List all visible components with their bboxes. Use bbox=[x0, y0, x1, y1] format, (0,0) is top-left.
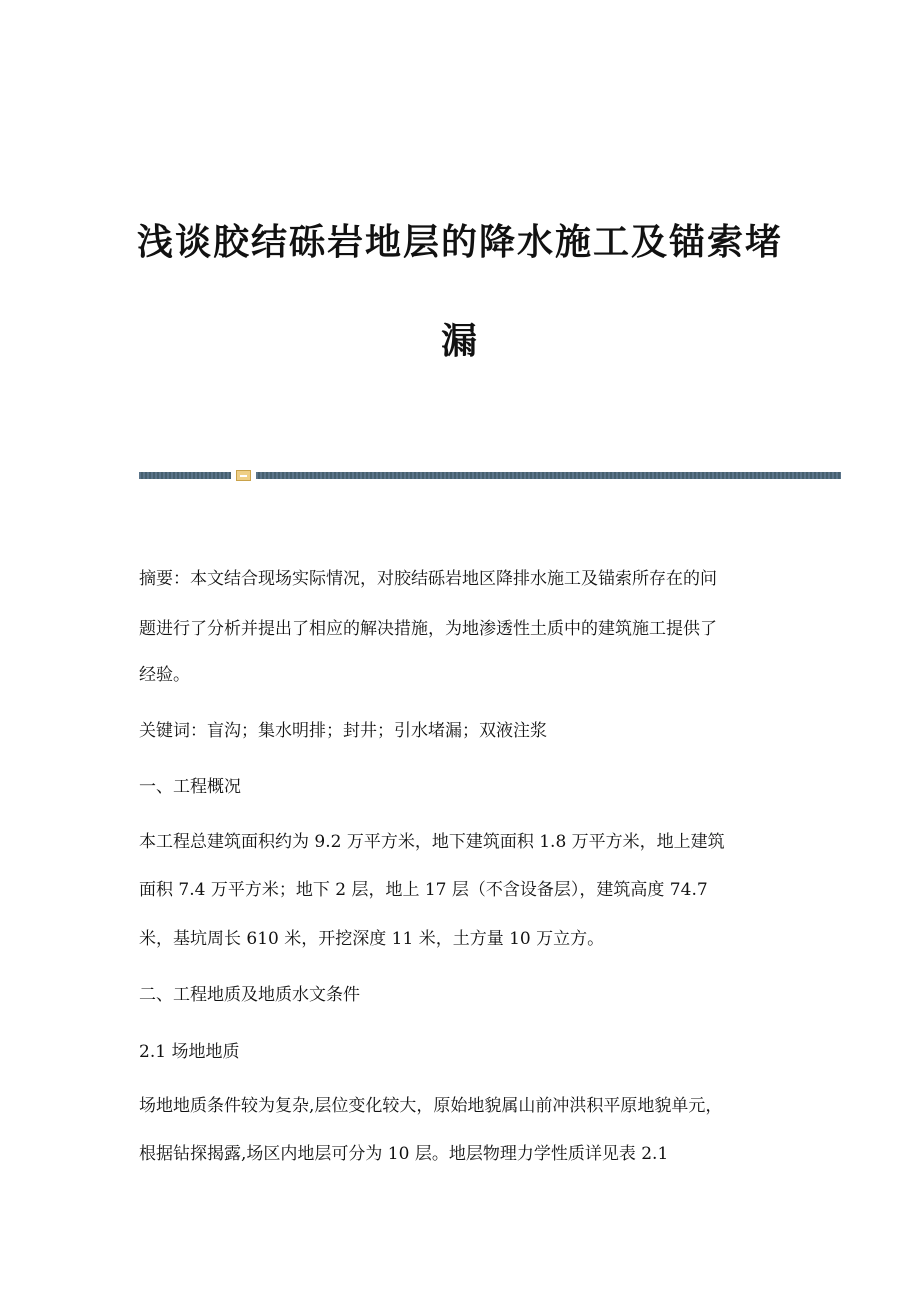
keywords: 关键词：盲沟；集水明排；封井；引水堵漏；双液注浆 bbox=[139, 721, 547, 741]
section-2-line-2: 根据钻探揭露,场区内地层可分为 10 层。地层物理力学性质详见表 2.1 bbox=[139, 1144, 669, 1164]
abstract-line-3: 经验。 bbox=[139, 665, 190, 685]
section-1-heading: 一、工程概况 bbox=[139, 777, 241, 797]
envelope-icon bbox=[236, 470, 251, 481]
document-title-line-2: 漏 bbox=[440, 321, 479, 362]
divider-left-bar bbox=[139, 472, 231, 479]
abstract-line-2: 题进行了分析并提出了相应的解决措施，为地渗透性土质中的建筑施工提供了 bbox=[139, 619, 717, 639]
section-1-line-2: 面积 7.4 万平方米；地下 2 层，地上 17 层（不含设备层），建筑高度 74.7 bbox=[139, 880, 708, 900]
section-2-heading: 二、工程地质及地质水文条件 bbox=[139, 985, 360, 1005]
divider-right-bar bbox=[256, 472, 841, 479]
section-1-line-3: 米，基坑周长 610 米，开挖深度 11 米，土方量 10 万立方。 bbox=[139, 929, 605, 949]
document-title-line-1: 浅谈胶结砾岩地层的降水施工及锚索堵 bbox=[136, 222, 783, 263]
section-2-1-heading: 2.1 场地地质 bbox=[139, 1042, 240, 1062]
abstract-line-1: 摘要：本文结合现场实际情况，对胶结砾岩地区降排水施工及锚索所存在的问 bbox=[139, 569, 717, 589]
section-2-line-1: 场地地质条件较为复杂,层位变化较大，原始地貌属山前冲洪积平原地貌单元， bbox=[139, 1096, 723, 1116]
section-1-line-1: 本工程总建筑面积约为 9.2 万平方米，地下建筑面积 1.8 万平方米，地上建筑 bbox=[139, 832, 725, 852]
title-divider bbox=[139, 470, 841, 480]
